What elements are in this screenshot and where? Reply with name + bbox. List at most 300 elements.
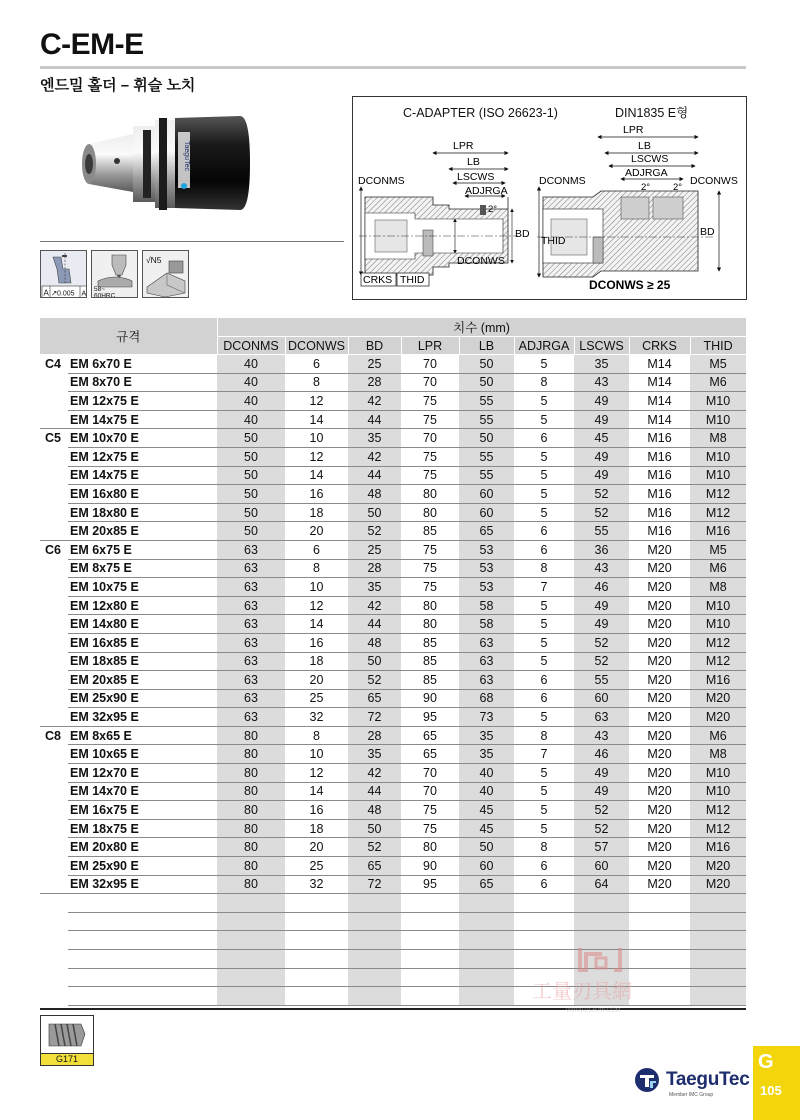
cell-dconms: 50	[217, 466, 285, 485]
table-row	[40, 373, 746, 392]
cell-bd: 25	[348, 540, 401, 559]
empty-cell	[40, 912, 68, 931]
title-rule	[40, 66, 746, 69]
column-header-lpr: LPR	[401, 337, 459, 355]
cell-bd: 44	[348, 410, 401, 429]
cell-adjrga: 7	[514, 745, 574, 764]
cell-lb: 53	[459, 578, 514, 597]
cell-adjrga: 5	[514, 596, 574, 615]
cell-crks: M20	[629, 875, 690, 894]
cell-thid: M10	[690, 410, 746, 429]
series-code	[40, 522, 68, 541]
svg-text:60HRC: 60HRC	[94, 292, 116, 298]
series-code	[40, 466, 68, 485]
cell-dconws: 6	[285, 540, 348, 559]
cell-dconws: 25	[285, 857, 348, 876]
table-row	[40, 819, 746, 838]
empty-cell	[217, 950, 285, 969]
brand-tagline: Member IMC Group	[669, 1092, 714, 1098]
cell-lscws: 52	[574, 485, 629, 504]
cell-lpr: 80	[401, 596, 459, 615]
empty-cell	[40, 950, 68, 969]
empty-cell	[459, 931, 514, 950]
cell-lpr: 75	[401, 540, 459, 559]
cell-dconms: 63	[217, 689, 285, 708]
dimension-header: 치수 (mm)	[217, 318, 746, 337]
cell-crks: M20	[629, 708, 690, 727]
cell-thid: M10	[690, 447, 746, 466]
model-designation: EM 8x65 E	[68, 726, 217, 745]
model-designation: EM 14x75 E	[68, 466, 217, 485]
cell-lb: 65	[459, 875, 514, 894]
cell-bd: 25	[348, 355, 401, 374]
cell-thid: M5	[690, 355, 746, 374]
svg-text:LPR: LPR	[453, 140, 474, 152]
cell-lpr: 95	[401, 875, 459, 894]
model-designation: EM 18x85 E	[68, 652, 217, 671]
series-code	[40, 708, 68, 727]
model-designation: EM 25x90 E	[68, 857, 217, 876]
cell-lb: 68	[459, 689, 514, 708]
svg-text:BD: BD	[700, 226, 715, 238]
cell-crks: M14	[629, 373, 690, 392]
empty-cell	[459, 987, 514, 1006]
column-header-lb: LB	[459, 337, 514, 355]
cell-thid: M5	[690, 540, 746, 559]
cell-lscws: 36	[574, 540, 629, 559]
cell-adjrga: 6	[514, 671, 574, 690]
cell-lb: 53	[459, 559, 514, 578]
cell-dconms: 50	[217, 522, 285, 541]
series-code	[40, 801, 68, 820]
table-row	[40, 578, 746, 597]
cell-dconws: 14	[285, 615, 348, 634]
diagram-title-right: DIN1835 E형	[615, 106, 689, 120]
cell-thid: M12	[690, 652, 746, 671]
svg-text:LB: LB	[638, 140, 651, 152]
model-designation: EM 32x95 E	[68, 708, 217, 727]
cell-crks: M16	[629, 466, 690, 485]
cell-dconws: 18	[285, 652, 348, 671]
empty-cell	[68, 950, 217, 969]
cell-lpr: 70	[401, 355, 459, 374]
cell-adjrga: 6	[514, 540, 574, 559]
svg-text:CRKS: CRKS	[363, 274, 393, 286]
series-code	[40, 819, 68, 838]
cell-crks: M14	[629, 355, 690, 374]
series-code	[40, 373, 68, 392]
cell-dconws: 18	[285, 819, 348, 838]
series-code	[40, 689, 68, 708]
empty-cell	[68, 968, 217, 987]
model-designation: EM 12x70 E	[68, 764, 217, 783]
hardness-icon	[91, 250, 138, 298]
table-row	[40, 801, 746, 820]
cell-crks: M20	[629, 819, 690, 838]
cell-bd: 52	[348, 522, 401, 541]
svg-text:A: A	[81, 290, 87, 298]
cell-thid: M10	[690, 392, 746, 411]
series-code	[40, 447, 68, 466]
cell-lpr: 75	[401, 559, 459, 578]
cell-lscws: 60	[574, 689, 629, 708]
cell-bd: 50	[348, 503, 401, 522]
cell-dconms: 40	[217, 355, 285, 374]
roughness-icon	[142, 250, 189, 298]
cell-thid: M10	[690, 596, 746, 615]
cell-lscws: 46	[574, 578, 629, 597]
table-row	[40, 596, 746, 615]
cell-bd: 42	[348, 764, 401, 783]
column-header-dconws: DCONWS	[285, 337, 348, 355]
cell-dconms: 80	[217, 875, 285, 894]
svg-text:ADJRGA: ADJRGA	[465, 185, 508, 197]
empty-cell	[574, 894, 629, 913]
cell-adjrga: 5	[514, 485, 574, 504]
cell-thid: M12	[690, 633, 746, 652]
cell-lpr: 75	[401, 819, 459, 838]
cell-thid: M6	[690, 559, 746, 578]
svg-text:LB: LB	[467, 156, 480, 168]
cell-bd: 48	[348, 485, 401, 504]
cell-bd: 28	[348, 373, 401, 392]
cell-lb: 58	[459, 596, 514, 615]
cell-adjrga: 8	[514, 838, 574, 857]
cell-lb: 63	[459, 633, 514, 652]
cell-lb: 60	[459, 503, 514, 522]
empty-cell	[217, 912, 285, 931]
cell-lb: 50	[459, 429, 514, 448]
cell-lscws: 49	[574, 466, 629, 485]
brand-name: TaeguTec	[666, 1069, 750, 1090]
cell-crks: M16	[629, 522, 690, 541]
cell-crks: M20	[629, 578, 690, 597]
empty-cell	[348, 912, 401, 931]
table-row	[40, 466, 746, 485]
cell-lpr: 85	[401, 652, 459, 671]
cell-adjrga: 6	[514, 522, 574, 541]
empty-cell	[285, 968, 348, 987]
svg-text:WWW.GLRJW.COM: WWW.GLRJW.COM	[566, 1008, 621, 1014]
empty-cell	[68, 894, 217, 913]
cell-dconms: 80	[217, 726, 285, 745]
cell-dconws: 20	[285, 671, 348, 690]
column-header-thid: THID	[690, 337, 746, 355]
brand-mark-icon	[634, 1067, 662, 1093]
cell-bd: 72	[348, 875, 401, 894]
table-row	[40, 615, 746, 634]
cell-bd: 52	[348, 838, 401, 857]
empty-cell	[40, 894, 68, 913]
table-row	[40, 392, 746, 411]
cell-lb: 60	[459, 485, 514, 504]
cell-dconms: 63	[217, 578, 285, 597]
cell-adjrga: 5	[514, 708, 574, 727]
cell-dconws: 18	[285, 503, 348, 522]
cell-lb: 73	[459, 708, 514, 727]
empty-cell	[690, 912, 746, 931]
table-row	[40, 559, 746, 578]
model-designation: EM 10x75 E	[68, 578, 217, 597]
cell-dconws: 12	[285, 447, 348, 466]
empty-cell	[514, 912, 574, 931]
cell-dconms: 80	[217, 745, 285, 764]
reference-label[interactable]: G171	[40, 1053, 94, 1066]
runout-icon	[40, 250, 87, 298]
cell-lscws: 57	[574, 838, 629, 857]
cell-adjrga: 6	[514, 689, 574, 708]
cell-lscws: 49	[574, 447, 629, 466]
cell-lb: 58	[459, 615, 514, 634]
svg-text:↗: ↗	[51, 288, 58, 298]
cell-crks: M14	[629, 410, 690, 429]
cell-lpr: 70	[401, 429, 459, 448]
empty-cell	[459, 950, 514, 969]
table-row	[40, 782, 746, 801]
cell-crks: M20	[629, 782, 690, 801]
series-code	[40, 596, 68, 615]
cell-dconws: 12	[285, 764, 348, 783]
model-designation: EM 32x95 E	[68, 875, 217, 894]
cell-thid: M12	[690, 485, 746, 504]
svg-text:2°: 2°	[641, 182, 651, 193]
model-designation: EM 12x75 E	[68, 392, 217, 411]
cell-thid: M8	[690, 578, 746, 597]
empty-cell	[459, 894, 514, 913]
table-row	[40, 838, 746, 857]
cell-thid: M20	[690, 708, 746, 727]
empty-cell	[40, 968, 68, 987]
empty-cell	[459, 968, 514, 987]
cell-adjrga: 5	[514, 782, 574, 801]
svg-text:DCONWS ≥ 25: DCONWS ≥ 25	[589, 278, 671, 292]
model-designation: EM 20x80 E	[68, 838, 217, 857]
cell-adjrga: 5	[514, 615, 574, 634]
cell-lb: 50	[459, 373, 514, 392]
cell-dconws: 32	[285, 708, 348, 727]
spec-icons	[40, 250, 189, 298]
cell-thid: M6	[690, 373, 746, 392]
empty-cell	[68, 931, 217, 950]
cell-lb: 63	[459, 652, 514, 671]
cell-thid: M10	[690, 615, 746, 634]
product-photo	[75, 108, 265, 218]
cell-crks: M20	[629, 689, 690, 708]
model-designation: EM 14x75 E	[68, 410, 217, 429]
cell-lscws: 43	[574, 373, 629, 392]
cell-lpr: 75	[401, 447, 459, 466]
cell-dconms: 40	[217, 373, 285, 392]
cell-adjrga: 6	[514, 429, 574, 448]
cell-adjrga: 5	[514, 764, 574, 783]
empty-cell	[217, 931, 285, 950]
cell-bd: 50	[348, 819, 401, 838]
cell-lpr: 80	[401, 485, 459, 504]
model-designation: EM 6x70 E	[68, 355, 217, 374]
table-row	[40, 540, 746, 559]
cell-dconms: 63	[217, 633, 285, 652]
cell-lpr: 80	[401, 615, 459, 634]
cell-thid: M10	[690, 466, 746, 485]
cell-bd: 65	[348, 689, 401, 708]
cell-thid: M8	[690, 745, 746, 764]
table-row	[40, 652, 746, 671]
cell-lb: 55	[459, 410, 514, 429]
cell-adjrga: 5	[514, 392, 574, 411]
cell-dconms: 63	[217, 559, 285, 578]
cell-lscws: 35	[574, 355, 629, 374]
empty-cell	[629, 894, 690, 913]
cell-dconms: 63	[217, 652, 285, 671]
model-designation: EM 10x65 E	[68, 745, 217, 764]
model-designation: EM 10x70 E	[68, 429, 217, 448]
cell-dconws: 12	[285, 596, 348, 615]
table-row	[40, 485, 746, 504]
cell-dconms: 40	[217, 410, 285, 429]
table-row	[40, 745, 746, 764]
cell-crks: M20	[629, 857, 690, 876]
cell-adjrga: 5	[514, 355, 574, 374]
watermark-logo	[520, 940, 700, 1020]
cell-crks: M20	[629, 801, 690, 820]
cell-crks: M16	[629, 429, 690, 448]
model-designation: EM 6x75 E	[68, 540, 217, 559]
model-designation: EM 20x85 E	[68, 671, 217, 690]
svg-text:LSCWS: LSCWS	[457, 171, 495, 183]
cell-thid: M20	[690, 857, 746, 876]
table-row	[40, 857, 746, 876]
cell-dconws: 14	[285, 410, 348, 429]
right-section-drawing	[537, 191, 713, 277]
empty-cell	[514, 894, 574, 913]
empty-cell	[629, 912, 690, 931]
table-row	[40, 875, 746, 894]
cell-lpr: 80	[401, 503, 459, 522]
series-code	[40, 503, 68, 522]
svg-text:THID: THID	[541, 235, 566, 247]
series-code	[40, 633, 68, 652]
cell-crks: M20	[629, 596, 690, 615]
model-designation: EM 8x75 E	[68, 559, 217, 578]
model-designation: EM 16x85 E	[68, 633, 217, 652]
cell-dconws: 20	[285, 522, 348, 541]
series-code	[40, 875, 68, 894]
cell-lpr: 75	[401, 410, 459, 429]
empty-cell	[348, 987, 401, 1006]
table-row	[40, 689, 746, 708]
cell-dconms: 40	[217, 392, 285, 411]
cell-lpr: 65	[401, 726, 459, 745]
cell-lpr: 90	[401, 857, 459, 876]
empty-cell	[68, 912, 217, 931]
svg-text:DCONWS: DCONWS	[690, 175, 738, 187]
cell-dconws: 6	[285, 355, 348, 374]
cell-lscws: 52	[574, 652, 629, 671]
cell-lb: 55	[459, 447, 514, 466]
svg-text:BD: BD	[515, 228, 530, 240]
model-designation: EM 16x75 E	[68, 801, 217, 820]
cell-lpr: 65	[401, 745, 459, 764]
cell-adjrga: 5	[514, 503, 574, 522]
cell-thid: M12	[690, 801, 746, 820]
cell-lpr: 80	[401, 838, 459, 857]
empty-cell	[401, 987, 459, 1006]
cell-lb: 60	[459, 857, 514, 876]
svg-text:THID: THID	[400, 274, 425, 286]
cell-lpr: 75	[401, 801, 459, 820]
empty-cell	[68, 987, 217, 1006]
column-header-lscws: LSCWS	[574, 337, 629, 355]
model-designation: EM 14x80 E	[68, 615, 217, 634]
cell-lpr: 75	[401, 578, 459, 597]
cell-dconms: 50	[217, 503, 285, 522]
cell-thid: M16	[690, 522, 746, 541]
cell-dconms: 63	[217, 708, 285, 727]
cell-lscws: 45	[574, 429, 629, 448]
cell-lscws: 49	[574, 782, 629, 801]
cell-crks: M20	[629, 726, 690, 745]
model-designation: EM 12x80 E	[68, 596, 217, 615]
cell-lb: 45	[459, 801, 514, 820]
empty-cell	[348, 931, 401, 950]
cell-dconws: 12	[285, 392, 348, 411]
cell-dconms: 63	[217, 540, 285, 559]
spec-header: 규격	[40, 318, 217, 355]
table-row	[40, 633, 746, 652]
svg-text:58~: 58~	[94, 286, 106, 293]
cell-adjrga: 5	[514, 410, 574, 429]
cell-dconms: 63	[217, 671, 285, 690]
cell-dconms: 80	[217, 764, 285, 783]
empty-cell	[348, 894, 401, 913]
series-code	[40, 838, 68, 857]
table-row	[40, 726, 746, 745]
empty-cell	[285, 894, 348, 913]
empty-cell	[217, 968, 285, 987]
cell-lb: 35	[459, 745, 514, 764]
empty-cell	[217, 894, 285, 913]
cell-bd: 48	[348, 633, 401, 652]
cell-dconws: 25	[285, 689, 348, 708]
cell-crks: M16	[629, 447, 690, 466]
cell-lpr: 85	[401, 522, 459, 541]
cell-lscws: 52	[574, 503, 629, 522]
cell-dconws: 20	[285, 838, 348, 857]
empty-cell	[401, 950, 459, 969]
empty-cell	[285, 950, 348, 969]
cell-adjrga: 5	[514, 466, 574, 485]
cell-lpr: 70	[401, 373, 459, 392]
cell-lscws: 49	[574, 764, 629, 783]
cell-bd: 44	[348, 615, 401, 634]
cell-thid: M16	[690, 671, 746, 690]
svg-text:√N5: √N5	[146, 255, 162, 265]
dimension-diagram	[352, 96, 747, 300]
cell-crks: M20	[629, 633, 690, 652]
cell-dconms: 80	[217, 857, 285, 876]
section-letter: G	[758, 1051, 774, 1073]
cell-dconms: 63	[217, 596, 285, 615]
cell-dconms: 80	[217, 782, 285, 801]
cell-bd: 48	[348, 801, 401, 820]
cell-bd: 42	[348, 447, 401, 466]
cell-bd: 28	[348, 726, 401, 745]
cell-bd: 44	[348, 466, 401, 485]
cell-lscws: 55	[574, 522, 629, 541]
cell-lpr: 85	[401, 633, 459, 652]
cell-thid: M20	[690, 689, 746, 708]
cell-lscws: 49	[574, 410, 629, 429]
